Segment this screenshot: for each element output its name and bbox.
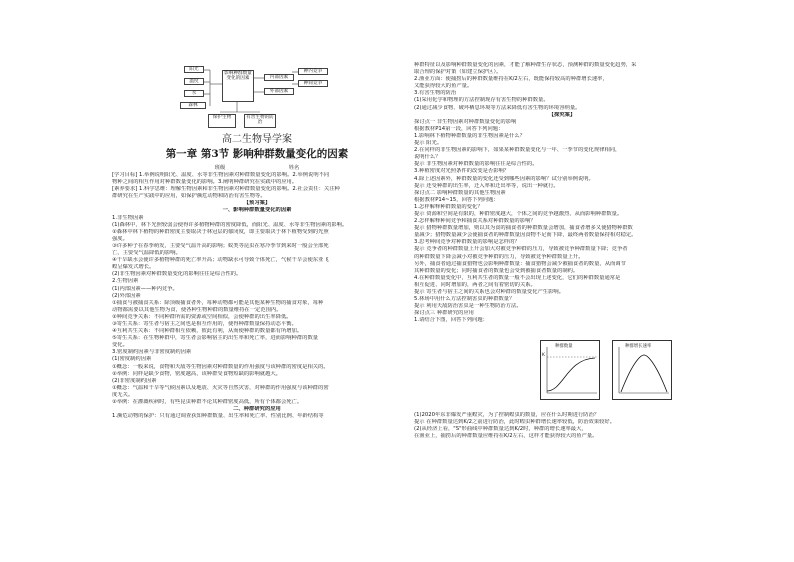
- text-line: (2)通过减少食物、破坏栖息环境等方法来降低有害生物的环境容纳量。: [414, 104, 581, 111]
- text-line: 一、影响种群数量变化的因素: [222, 207, 292, 214]
- text-line: ④互利共生关系：不同种群相互依赖，彼此有利，从而使种群的数量都有所增加。: [112, 328, 303, 335]
- text-line: 种群特征以及影响种群数量变化的因素，才能了解种群生存状态，预测种群的数量变化趋势，采: [414, 62, 637, 68]
- text-line: 2.在同样的非生物因素的影响下，如果某种群数量变化与一年、一季节的变化规律相同，: [414, 147, 621, 154]
- concept-diagram: [180, 62, 340, 132]
- text-line: ④干旱缺水会使许多植物种群的死亡率升高；动物缺水可导致个体死亡，气候干旱会使东亚飞: [112, 257, 329, 264]
- text-line: ③许多种子在春季萌发，主要受气温升高的影响；蚊类等昆虫在寒冷季节到来时一般会全部死: [112, 242, 329, 249]
- text-line: ⑤寄生关系：在生物种群中，寄生者会影响宿主的出生率和死亡率，进而影响种群的数量: [112, 335, 319, 342]
- text-line: (2)从经济上看，"S"形曲线中种群数量达到K/2时，种群的增长速率最大，: [414, 426, 587, 433]
- diagram-box-left-top: 阳光: [184, 66, 204, 73]
- diagram-box-center: 影响种群数量变化的因素: [222, 70, 254, 102]
- chart1-k-label: K: [542, 353, 545, 358]
- diagram-box-bottom-mid: 有害生物的防治: [244, 114, 276, 128]
- text-line: 提示 资源和空间是有限的，种群密度越大，个体之间的竞争越激烈，从而影响种群数量。: [414, 210, 623, 217]
- text-line: 1.请结合下图，回答下列问题：: [414, 317, 488, 324]
- text-line: [学习目标] 1.举例说明阳光、温度、水等非生物因素对种群数量变化的影响。2.举例说明不同: [112, 172, 330, 178]
- chart-population-curve: [540, 340, 600, 400]
- growth-rate-svg: [613, 341, 671, 399]
- class-name-line: [112, 163, 402, 171]
- diagram-box-left-mid2: 水: [184, 90, 204, 97]
- text-line: ①概念：气温和干旱等气候因素以及地震、火灾等自然灾害，对种群的作用强度与该种群的密: [112, 384, 329, 391]
- doc-title: 高二生物导学案: [222, 134, 292, 145]
- name-label: 姓名: [288, 165, 300, 171]
- chart2-title: 种群增长速率: [625, 344, 652, 349]
- text-line: 2.渔业方面：使捕捞后的种群数量维持在K/2左右，既能保持较高的种群增长速率，: [414, 76, 608, 83]
- text-line: 亡，主要受气温降低的影响。: [112, 250, 181, 257]
- text-line: 量减少；猎物数量减少会使捕食者的种群数量因食物不足而下降，最终两者数量保持相对稳定。: [414, 232, 637, 239]
- text-line: 1.影响林下植物种群数量的非生物因素是什么？: [414, 132, 525, 139]
- text-line: 2.生物因素: [112, 278, 139, 285]
- text-line: ③寄生关系：寄生者与宿主之间也是相互作用的，使得种群数量保持动态平衡。: [112, 320, 297, 327]
- diagram-box-bottom-left: 保护生物: [208, 114, 236, 128]
- text-line: 变化。: [112, 342, 128, 349]
- text-line: (1)森林中，林下光照较弱会使得许多植物种群的密度降低，而阳光、温度、水等非生物因素的影响。: [112, 221, 348, 228]
- text-line: 提示 在种群数量达到K/2之前进行防治，此时蝗虫种群增长速率较低，防治效果较好。: [414, 419, 616, 426]
- text-line: 度无关。: [112, 391, 134, 398]
- text-line: 提示 利用天敌防治害虫是一种生物防治方法。: [414, 303, 522, 310]
- doc-subtitle: 第一章 第3节 影响种群数量变化的因素: [165, 148, 349, 160]
- text-line: 提示 寄生者与宿主之间的关系也会对种群的数量变化产生影响。: [414, 289, 564, 295]
- text-line: 3.种植密度对光照条件的改变是否影响？: [414, 168, 510, 175]
- diagram-box-right1a: 种内竞争: [298, 68, 328, 75]
- text-line: 探讨点二 影响种群数量的其他生物因素: [414, 189, 506, 196]
- diagram-box-right1b: 种间竞争: [298, 80, 328, 87]
- text-line: 根据教材P14第一段，回答下列问题：: [414, 125, 504, 132]
- text-line: 4.在种群数量变化中，互利共生者的数量一般不会出现上述变化，它们的种群数量通常是: [414, 274, 621, 281]
- text-line: ①概念：一般来说，食物和天敌等生物因素对种群数量的作用强度与该种群的密度是相关的。: [112, 363, 329, 370]
- diagram-box-right2: 外部因素: [264, 88, 294, 95]
- diagram-box-left-bottom1: 森林: [180, 102, 206, 109]
- text-line: 的种群数量下降会减小对被竞争种群的压力，导致被竞争种群数量上升。: [414, 253, 584, 260]
- diagram-box-left-mid1: 温度: [184, 78, 204, 85]
- text-line: 另外，捕食者通过捕食猎物也会影响种群数量：捕食猎物会减少被捕食者的数量，从而调节: [414, 260, 626, 267]
- text-line: 1.濒危动物的保护：只有通过调查获知种群数量、出生率和死亡率、性别比例、年龄结构等: [112, 413, 324, 420]
- text-line: 相互促进、同时增加的，两者之间有着密切的关系。: [414, 281, 536, 288]
- text-line: (1)内部因素——种内竞争。: [112, 285, 178, 292]
- text-line: (1)密度制约因素: [112, 356, 152, 363]
- text-line: 物种之间的相互作用对种群数量变化的影响。3.阐明种群研究在实践中的应用。: [112, 179, 298, 186]
- text-line: 1.怎样解释种群数量的变化？: [414, 203, 483, 210]
- text-line: 【预习案】: [243, 200, 271, 207]
- right-column-lower: [414, 412, 710, 440]
- text-line: (1)2020年东非爆发严重蝗灾，为了控制蝗虫的数量，应在什么时期进行防治？: [414, 412, 600, 418]
- text-line: 【探究案】: [548, 111, 576, 118]
- text-line: ②种间竞争关系：不同种群所需的资源或空间相似，会使种群的出生率降低。: [112, 313, 292, 320]
- text-line: 提示 阳光。: [414, 140, 443, 147]
- diagram-box-right1: 内部因素: [264, 74, 294, 81]
- text-line: 取合理的保护对策（如建立保护区）。: [414, 69, 502, 76]
- text-line: (2)非密度制约因素: [112, 377, 157, 384]
- chart-growth-rate: [612, 340, 672, 400]
- left-column: [112, 172, 402, 420]
- text-line: [素养要求] 1.科学思维：理解生物因素和非生物因素对种群数量变化的影响。2.社会责任：关注种: [112, 186, 340, 193]
- chart1-title: 种群数量: [555, 344, 573, 349]
- text-line: 又能获得较大的鱼产量。: [414, 83, 473, 90]
- text-line: 2.怎样解释种间竞争和捕食关系对种群数量的影响？: [414, 218, 536, 225]
- text-line: (2)外部因素: [112, 292, 141, 299]
- text-line: 1.非生物因素: [112, 214, 144, 221]
- text-line: 提示 还受种群的出生率，迁入率和迁出率等，说出一种就行。: [414, 182, 559, 189]
- text-line: 探讨点一 非生物因素对种群数量变化的影响: [414, 118, 517, 125]
- text-line: ②举例：在灌溉疾病时，有些昆虫种群不论其种群密度高低，所有个体都会死亡。: [112, 399, 303, 405]
- text-line: 提示 猎物种群数量增加，则以其为食的捕食者的种群数量会增加，捕食者增多又使猎物种群数: [414, 225, 633, 232]
- text-line: ①捕食与被捕食关系：除顶级捕食者外，每种动物都可能是其他某种生物的捕食对象，每种: [112, 299, 324, 306]
- text-line: (1)采用化学和物理的方法控制现存有害生物的种群数量。: [414, 97, 549, 104]
- text-line: 群研究在生产实践中的应用，如保护濒危动物和防治有害生物等。: [112, 193, 266, 200]
- text-line: 提示 非生物因素对种群数量的影响往往是综合性的。: [414, 161, 538, 168]
- text-line: 3.有害生物的防治: [414, 90, 457, 97]
- text-line: 在渔业上，捕捞后的种群数量应维持在K/2左右，这样才能获得较大的鱼产量。: [414, 433, 598, 440]
- text-line: 根据教材P14~15，回答下列问题：: [414, 196, 499, 203]
- text-line: 4.除上述因素外，种群数量的变化还受到哪些因素的影响？试分别举例说明。: [414, 175, 594, 182]
- text-line: 其种群数量的变化；同时捕食者的数量也会受到被捕食者数量的制约。: [414, 267, 579, 274]
- text-line: 二、种群研究的应用: [233, 406, 281, 413]
- right-column: [414, 62, 710, 324]
- text-line: 动物都需要以其他生物为食，使各种生物种群的数量维持在一定范围内。: [112, 306, 282, 313]
- text-line: 探讨点三 种群研究的应用: [414, 310, 474, 317]
- class-label: 班级: [214, 165, 226, 171]
- text-line: ②举例：同样是缺少食物，密度越高，该种群受食物短缺的影响就越大。: [112, 370, 281, 377]
- text-line: 强度。: [112, 235, 128, 242]
- text-line: 5.林场中用什么方法控制害虫的种群数量？: [414, 296, 515, 303]
- text-line: (2)非生物因素对种群数量变化的影响往往是综合性的。: [112, 271, 242, 278]
- text-line: 蝗呈爆发式增长。: [112, 264, 155, 271]
- text-line: ②森林中林下植物的种群密度主要取决于林冠层的郁闭度，即主要取决于林下植物受到的光照: [112, 228, 329, 235]
- s-curve-svg: [541, 341, 599, 399]
- text-line: 3.密度制约因素与非密度制约因素: [112, 349, 192, 356]
- text-line: 3.思考种间竞争对种群数量的影响是怎样的？: [414, 239, 520, 246]
- text-line: 提示 竞争者的种群数量上升会加大对被竞争种群的压力，导致被竞争种群数量下降；竞争者: [414, 246, 628, 253]
- text-line: 说明什么？: [414, 154, 441, 161]
